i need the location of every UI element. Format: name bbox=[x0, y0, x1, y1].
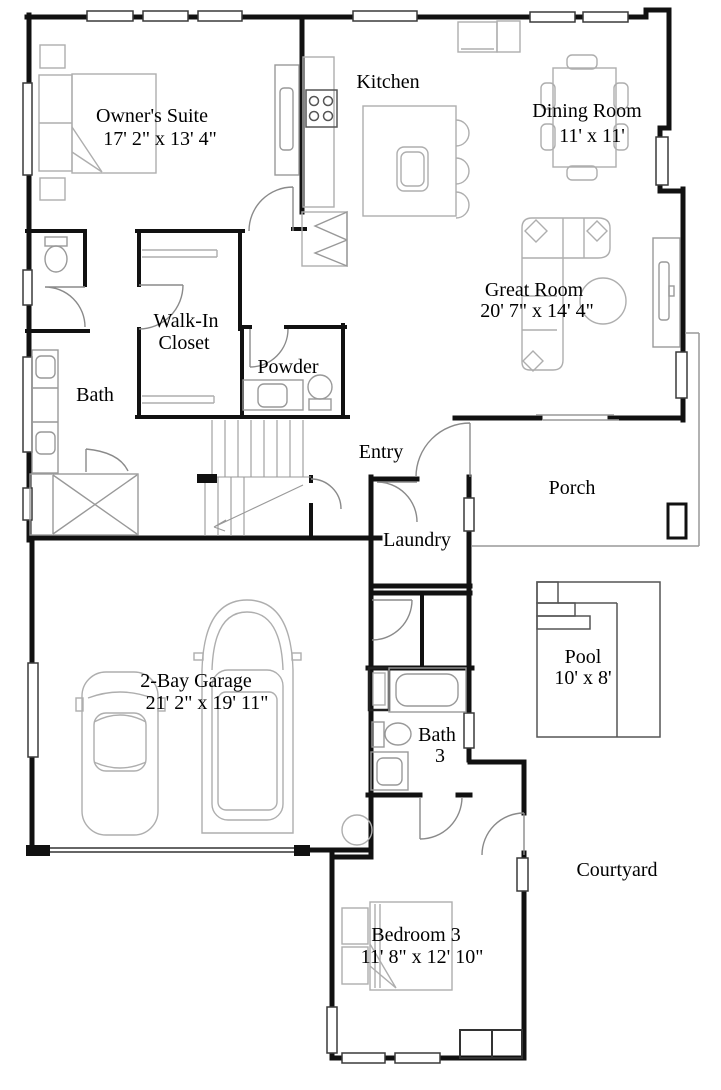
porch-edge bbox=[472, 333, 699, 546]
bed-sheet-fold bbox=[72, 127, 102, 172]
doors bbox=[45, 187, 524, 855]
bath3-label-line1: Bath bbox=[418, 724, 456, 746]
bath-label: Bath bbox=[76, 384, 114, 406]
bedroom3-dims: 11' 8" x 12' 10" bbox=[360, 946, 484, 968]
tv bbox=[659, 262, 669, 320]
pillow bbox=[342, 908, 368, 944]
toilet-bowl bbox=[385, 723, 411, 745]
kitchen-counter bbox=[303, 57, 334, 207]
porch-outline bbox=[472, 333, 699, 546]
stove bbox=[306, 90, 337, 127]
dining-chair bbox=[567, 166, 597, 180]
bar-stools bbox=[456, 120, 469, 218]
courtyard-label: Courtyard bbox=[576, 859, 658, 881]
garage-door-lines bbox=[50, 848, 294, 852]
kitchen-label: Kitchen bbox=[356, 71, 420, 93]
corner-pantry bbox=[302, 212, 347, 266]
car-roof bbox=[94, 713, 146, 771]
pantry-bifold-doors bbox=[315, 212, 347, 266]
throw-pillow bbox=[525, 220, 547, 242]
burner bbox=[324, 112, 333, 121]
window bbox=[23, 83, 32, 175]
sliding-door-lines bbox=[536, 415, 619, 420]
pool-step bbox=[537, 582, 558, 603]
throw-pillow bbox=[523, 351, 543, 371]
window bbox=[23, 270, 32, 305]
window bbox=[28, 663, 38, 757]
dining-chair bbox=[567, 55, 597, 69]
nightstand bbox=[40, 45, 65, 68]
pool-step bbox=[537, 603, 575, 616]
bath3-label-line2: 3 bbox=[435, 745, 445, 767]
sink bbox=[36, 356, 55, 378]
garage-door-post-left bbox=[26, 845, 50, 856]
garage-door-post-right bbox=[294, 845, 310, 856]
pool-step bbox=[537, 616, 590, 629]
window bbox=[517, 858, 528, 891]
water-heater bbox=[342, 815, 372, 845]
great-room-label: Great Room bbox=[484, 279, 584, 301]
porch-label: Porch bbox=[548, 477, 596, 499]
burner bbox=[324, 97, 333, 106]
kitchen-fixtures bbox=[302, 21, 520, 266]
bedroom3-label: Bedroom 3 bbox=[371, 924, 461, 946]
owners-suite-label: Owner's Suite bbox=[96, 105, 208, 127]
shower-pan-x bbox=[53, 475, 137, 534]
window bbox=[464, 498, 474, 531]
truck-mirror bbox=[194, 653, 203, 660]
vanity-dividers bbox=[32, 388, 58, 422]
window bbox=[23, 357, 32, 452]
sink bbox=[36, 432, 55, 454]
truck-mirror bbox=[292, 653, 301, 660]
burner bbox=[310, 97, 319, 106]
wardrobe bbox=[275, 65, 299, 175]
window bbox=[395, 1053, 440, 1063]
great-room-dims: 20' 7" x 14' 4" bbox=[480, 300, 594, 322]
garage-contents bbox=[76, 600, 372, 845]
garage-dims: 21' 2" x 19' 11" bbox=[145, 692, 269, 714]
shower bbox=[30, 474, 138, 535]
media-console bbox=[653, 238, 680, 347]
powder-toilet-bowl bbox=[308, 375, 332, 399]
window bbox=[87, 11, 133, 21]
throw-pillow bbox=[587, 221, 607, 241]
pool-dims: 10' x 8' bbox=[554, 667, 612, 689]
truck-body bbox=[202, 600, 293, 833]
powder-label: Powder bbox=[257, 356, 319, 378]
window bbox=[656, 137, 668, 185]
porch-column bbox=[668, 504, 686, 538]
window bbox=[327, 1007, 337, 1053]
window bbox=[353, 11, 417, 21]
stair-direction-arrow bbox=[214, 485, 303, 531]
tall-cabinet bbox=[497, 21, 520, 52]
walk-in-closet-label-line1: Walk-In bbox=[153, 310, 219, 332]
window bbox=[143, 11, 188, 21]
toilet-tank bbox=[372, 722, 384, 747]
dining-room-label: Dining Room bbox=[532, 100, 642, 122]
window bbox=[464, 713, 474, 748]
door-swings bbox=[45, 187, 524, 855]
truck-hood-arch bbox=[212, 612, 283, 670]
linen-shelf bbox=[373, 673, 385, 705]
stair-newel bbox=[197, 474, 217, 483]
laundry-label: Laundry bbox=[383, 529, 451, 551]
island-sink-basin bbox=[401, 152, 424, 186]
burner bbox=[310, 112, 319, 121]
owners-suite-dims: 17' 2" x 13' 4" bbox=[103, 128, 217, 150]
toilet-bowl bbox=[45, 246, 67, 272]
car-windshield bbox=[88, 692, 152, 768]
toilet-tank bbox=[45, 237, 67, 246]
garage-label: 2-Bay Garage bbox=[140, 670, 252, 692]
kitchen-island bbox=[363, 106, 456, 216]
walk-in-closet-label-line2: Closet bbox=[158, 332, 210, 354]
dining-room-dims: 11' x 11' bbox=[559, 125, 625, 147]
sink bbox=[377, 758, 402, 785]
wardrobe-door bbox=[280, 88, 293, 150]
bathtub-basin bbox=[396, 674, 458, 706]
window bbox=[342, 1053, 385, 1063]
powder-toilet-tank bbox=[309, 399, 331, 410]
refrigerator bbox=[458, 22, 497, 52]
tv-mount bbox=[669, 286, 674, 296]
powder-sink bbox=[258, 384, 287, 407]
window bbox=[676, 352, 687, 398]
nightstand bbox=[40, 178, 65, 200]
staircase bbox=[197, 420, 311, 536]
pool-label: Pool bbox=[564, 646, 602, 668]
window bbox=[530, 12, 575, 22]
window bbox=[583, 12, 628, 22]
window bbox=[198, 11, 242, 21]
room-labels bbox=[76, 71, 657, 968]
entry-label: Entry bbox=[358, 441, 404, 463]
